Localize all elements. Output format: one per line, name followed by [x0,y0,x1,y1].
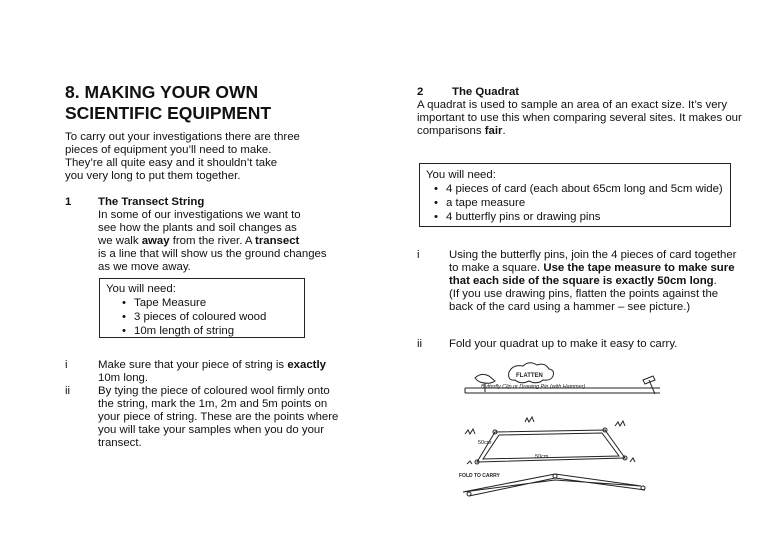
text-run: to make a square. [449,261,544,274]
page-title [65,82,271,124]
step-line: back of the card using a hammer – see picture.) [449,300,691,313]
fold-label: FOLD TO CARRY [459,473,500,479]
bold-transect: transect [255,234,300,247]
hand-icon [475,374,495,383]
text-run: we walk [98,234,142,247]
bold-exactly: exactly [287,359,326,371]
intro-line: you very long to put them together. [65,169,241,182]
text-run: . [502,124,506,137]
section-1-number: 1 [65,196,72,208]
quadrat-illustration [455,362,665,502]
section-1-heading: The Transect String [98,196,205,208]
bold-instruction: that each side of the square is exactly 50cm long [449,274,714,287]
section-2-body [417,99,742,138]
side-label-b: 50cm [535,454,549,460]
intro-line: To carry out your investigations there are three [65,131,300,143]
text-run: . [713,274,717,287]
section-1-line [98,235,327,248]
need-box-heading: You will need: [106,283,176,295]
need-box-heading: You will need: [426,169,496,181]
step-line: Using the butterfly pins, join the 4 pieces of card together [449,249,737,261]
need-item: • 4 pieces of card (each about 65cm long and 5cm wide) [426,182,730,196]
intro-paragraph [65,131,300,183]
step-2-text [98,385,338,450]
step-line: (If you use drawing pins, flatten the points against the [449,287,719,300]
hammer-icon [643,376,655,394]
need-item: • 4 butterfly pins or drawing pins [426,210,730,224]
step-line: the string, mark the 1m, 2m and 5m points on [98,397,328,410]
section-2-line [417,125,742,138]
step-2-number: ii [65,385,71,397]
bold-instruction: Use the tape measure to make sure [543,261,735,274]
section-2-number: 2 [417,86,424,98]
side-label-a: 50cm [478,440,492,446]
quadrat-need-box [419,163,731,227]
transect-need-box [99,278,305,338]
step-line: your piece of string. These are the points where [98,410,339,423]
need-item: • 10m length of string [114,324,304,338]
step-line: you will take your samples when you do your [98,423,325,436]
section-1-body [98,196,327,273]
pin-caption: Butterfly Clip or Drawing Pin (with Hammer) [481,384,586,390]
quadrat-step-1-text [449,249,736,314]
quadrat-step-2-text: Fold your quadrat up to make it easy to carry. [449,338,678,350]
section-2-line: important to use this when comparing several sites. It makes our [417,111,742,124]
text-run: Make sure that your piece of string is [98,359,288,371]
bold-away: away [141,234,170,247]
text-run: from the river. A [169,234,256,247]
section-1-line: see how the plants and soil changes as [98,221,297,234]
need-item: • a tape measure [426,196,730,210]
section-1-line: as we move away. [98,260,191,273]
section-1-line: In some of our investigations we want to [98,208,301,221]
page-title-line-1: 8. MAKING YOUR OWN [65,82,259,102]
need-item: • Tape Measure [114,296,304,310]
need-item: • 3 pieces of coloured wood [114,310,304,324]
intro-line: pieces of equipment you’ll need to make. [65,143,272,156]
section-2-heading: The Quadrat [452,86,520,98]
text-run: comparisons [417,124,485,137]
step-1-text [98,359,326,385]
step-line: transect. [98,436,142,449]
bold-fair: fair [484,124,503,137]
page-title-line-2: SCIENTIFIC EQUIPMENT [65,103,272,123]
section-1-line: is a line that will show us the ground changes [98,247,327,260]
quadrat-step-2-number: ii [417,338,423,350]
step-line: By tying the piece of coloured wool firmly onto [98,385,330,397]
step-1-number: i [65,359,68,371]
intro-line: They’re all quite easy and it shouldn’t take [65,156,278,169]
section-2-line: A quadrat is used to sample an area of an exact size. It’s very [417,99,728,111]
flatten-label: FLATTEN [516,373,543,379]
quadrat-step-1-number: i [417,249,420,261]
step-line: 10m long. [98,371,149,384]
